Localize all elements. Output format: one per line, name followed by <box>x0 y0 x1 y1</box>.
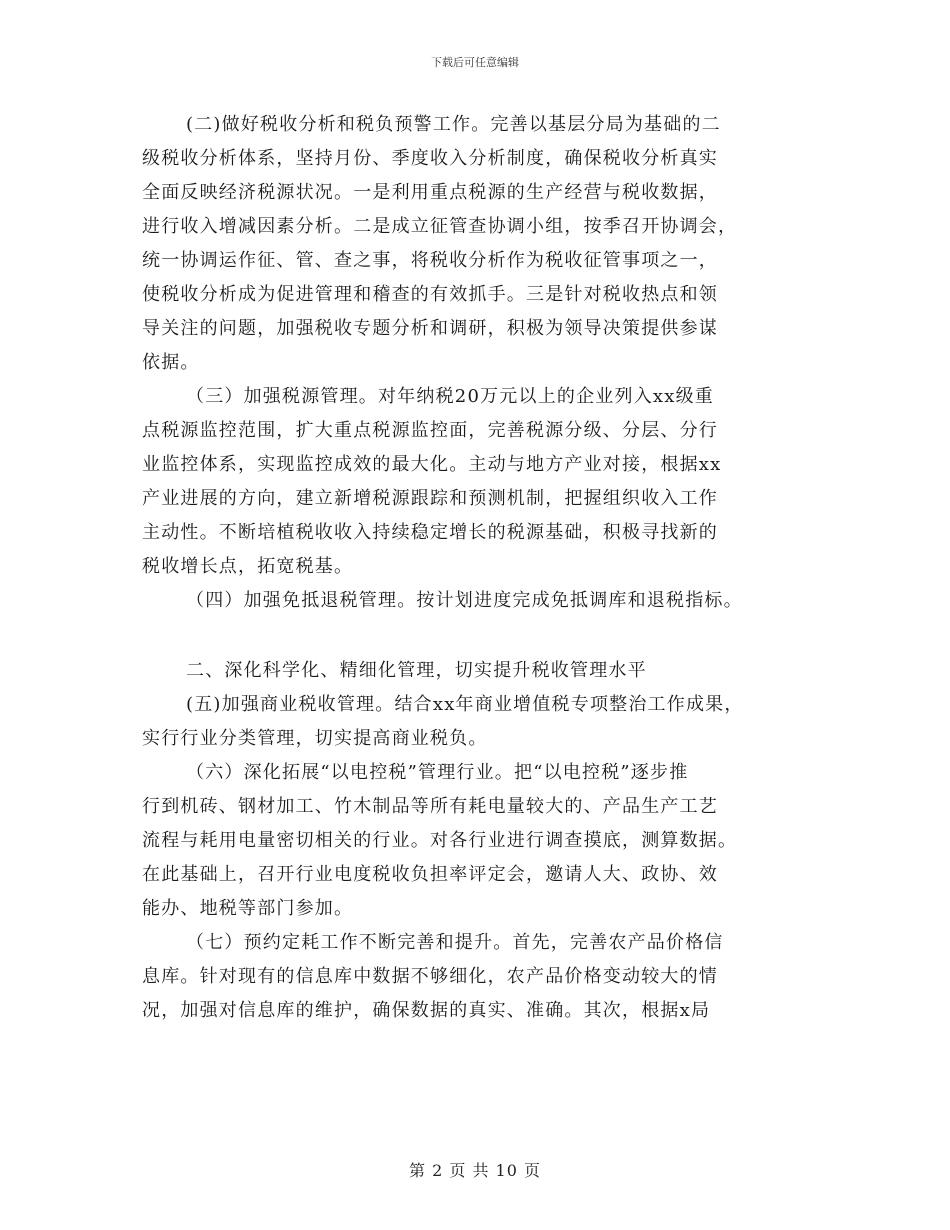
paragraph <box>142 688 817 756</box>
text-line: 在此基础上，召开行业电度税收负担率评定会，邀请人大、政协、效 <box>142 864 718 885</box>
text-line: 能办、地税等部门参加。 <box>142 898 354 919</box>
text-line: 主动性。不断培植税收收入持续稳定增长的税源基础，积极寻找新的 <box>142 522 718 543</box>
text-line: 实行行业分类管理，切实提高商业税负。 <box>142 728 488 749</box>
text-line: 况，加强对信息库的维护，确保数据的真实、准确。其次，根据x局 <box>142 1000 711 1021</box>
paragraph <box>142 380 817 584</box>
text-line: （三）加强税源管理。对年纳税20万元以上的企业列入xx级重 <box>186 386 715 407</box>
page-header: 下载后可任意编辑 <box>431 56 519 69</box>
page-footer: 第 2 页 共 10 页 <box>409 1161 541 1180</box>
text-line: 级税收分析体系，坚持月份、季度收入分析制度，确保税收分析真实 <box>142 148 718 169</box>
text-line: 息库。针对现有的信息库中数据不够细化，农产品价格变动较大的情 <box>142 966 718 987</box>
document-body <box>142 108 817 1028</box>
text-line: （七）预约定耗工作不断完善和提升。首先，完善农产品价格信 <box>186 932 724 953</box>
section-gap <box>142 618 817 654</box>
text-line: 点税源监控范围，扩大重点税源监控面，完善税源分级、分层、分行 <box>142 420 718 441</box>
text-line: (五)加强商业税收管理。结合xx年商业增值税专项整治工作成果， <box>186 694 744 715</box>
text-line: 流程与耗用电量密切相关的行业。对各行业进行调查摸底，测算数据。 <box>142 830 738 851</box>
text-line: (二)做好税收分析和税负预警工作。完善以基层分局为基础的二 <box>186 114 721 135</box>
text-line: 业监控体系，实现监控成效的最大化。主动与地方产业对接，根据xx <box>142 454 722 475</box>
text-line: 行到机砖、钢材加工、竹木制品等所有耗电量较大的、产品生产工艺 <box>142 796 718 817</box>
text-line: 依据。 <box>142 352 200 373</box>
text-line: 全面反映经济税源状况。一是利用重点税源的生产经营与税收数据， <box>142 182 718 203</box>
text-line: 二、深化科学化、精细化管理，切实提升税收管理水平 <box>186 660 647 681</box>
paragraph <box>142 108 817 380</box>
paragraph <box>142 756 817 926</box>
paragraph <box>142 584 817 618</box>
text-line: 进行收入增减因素分析。二是成立征管查协调小组，按季召开协调会， <box>142 216 738 237</box>
paragraph <box>142 926 817 1028</box>
text-line: 使税收分析成为促进管理和稽查的有效抓手。三是针对税收热点和领 <box>142 284 718 305</box>
text-line: 统一协调运作征、管、查之事，将税收分析作为税收征管事项之一， <box>142 250 718 271</box>
section-heading <box>142 654 817 688</box>
text-line: 导关注的问题，加强税收专题分析和调研，积极为领导决策提供参谋 <box>142 318 718 339</box>
text-line: （四）加强免抵退税管理。按计划进度完成免抵调库和退税指标。 <box>186 590 743 611</box>
text-line: 产业进展的方向，建立新增税源跟踪和预测机制，把握组织收入工作 <box>142 488 718 509</box>
text-line: 税收增长点，拓宽税基。 <box>142 556 354 577</box>
text-line: （六）深化拓展“以电控税”管理行业。把“以电控税”逐步推 <box>186 762 689 783</box>
